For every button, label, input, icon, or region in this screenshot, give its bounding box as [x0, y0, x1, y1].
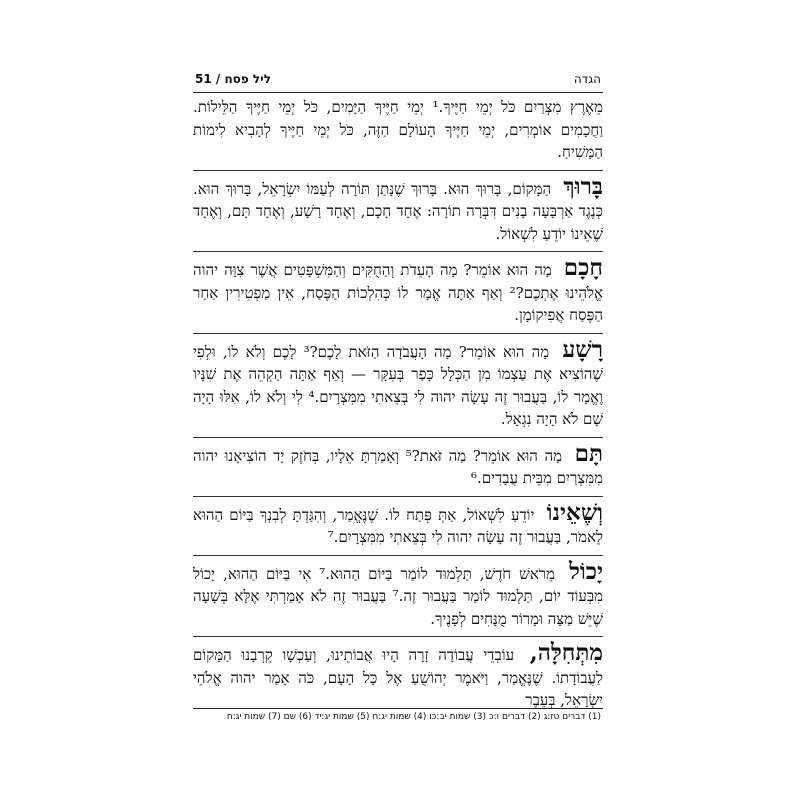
paragraph-baruch [193, 172, 603, 246]
divider [193, 555, 603, 556]
paragraph-intro [193, 96, 603, 164]
divider [193, 251, 603, 252]
paragraph-text: יוֹדֵעַ לִשְׁאוֹל, אַתְּ פְּתַח לוֹ. שֶׁנֶּאֱמַר, וְהִגַּדְתָּ לְבִנְךָ בַּיּוֹם הַהוּא לֵאמֹר, בַּעֲבוּר זֶה עָשָׂה יהוה לִי בְּצֵאתִי מִמִּצְרָיִם.⁷ [193, 505, 603, 546]
paragraph-tam [193, 439, 603, 490]
paragraph-text: עוֹבְדֵי עֲבוֹדָה זָרָה הָיוּ אֲבוֹתֵינוּ, וְעַכְשָׁו קֵרְבָנוּ הַמָּקוֹם לַעֲבוֹדָתוֹ. שֶׁנֶּאֱמַר, וַיֹּאמֶר יְהוֹשֻׁעַ אֶל כָּל הָעָם, כֹּה אָמַר יהוה אֱלֹהֵי יִשְׂרָאֵל, בְּעֵבֶר [193, 646, 603, 709]
divider [193, 333, 603, 334]
paragraph-sheeino [193, 498, 603, 549]
lead-word: יָכוֹל [569, 557, 603, 585]
paragraph-text: מֵרֹאשׁ חֹדֶשׁ, תַּלְמוּד לוֹמַר בַּיּוֹם הַהוּא.⁷ אִי בַּיּוֹם הַהוּא, יָכוֹל מִבְּעוֹד יוֹם, תַּלְמוּד לוֹמַר בַּעֲבוּר זֶה.⁷ בַּעֲבוּר זֶה לֹא אָמַרְתִּי אֶלָּא בְּשָׁעָה שֶׁיֵּשׁ מַצָּה וּמָרוֹר מֻנָּחִים לְפָנֶיךָ. [193, 564, 603, 628]
footnote-rule [193, 708, 603, 709]
footnotes: (1) דברים טז:ג (2) דברים ו:כ (3) שמות יב:כו (4) שמות יג:ח (5) שמות יג:יד (6) שם (7) שמות יג:ח [226, 712, 601, 722]
page-number: ליל פסח / 51 [195, 72, 271, 86]
paragraph-text: מֵאֶרֶץ מִצְרַיִם כֹּל יְמֵי חַיֶּיךָ.¹ יְמֵי חַיֶּיךָ הַיָּמִים, כֹּל יְמֵי חַיֶּיךָ הַלֵּילוֹת. וַחֲכָמִים אוֹמְרִים, יְמֵי חַיֶּיךָ הָעוֹלָם הַזֶּה, כֹּל יְמֵי חַיֶּיךָ לְהָבִיא לִימוֹת הַמָּשִׁיחַ. [193, 98, 604, 161]
lead-word: רָשָׁע [562, 335, 604, 363]
divider [193, 636, 603, 637]
haggadah-page [193, 60, 603, 750]
paragraph-yachol [193, 557, 603, 631]
paragraph-text: מָה הוּא אוֹמֵר? מָה הָעֲבֹדָה הַזֹּאת לָכֶם?³ לָכֶם וְלֹא לוֹ, וּלְפִי שֶׁהוֹצִיא אֶת עַצְמוֹ מִן הַכְּלָל כָּפַר בְּעִקָּר — וְאַף אַתָּה הַקְהֵה אֶת שִׁנָּיו וֶאֱמָר לוֹ, בַּעֲבוּר זֶה עָשָׂה יהוה לִי בְּצֵאתִי מִמִּצְרָיִם.⁴ לִי וְלֹא לוֹ, אִלּוּ הָיָה שָׁם לֹא הָיָה נִגְאָל. [193, 342, 603, 428]
paragraph-text: הַמָּקוֹם, בָּרוּךְ הוּא. בָּרוּךְ שֶׁנָּתַן תּוֹרָה לְעַמּוֹ יִשְׂרָאֵל, בָּרוּךְ הוּא. כְּנֶגֶד אַרְבָּעָה בָנִים דִּבְּרָה תוֹרָה: אֶחָד חָכָם, וְאֶחָד רָשָׁע, וְאֶחָד תָּם, וְאֶחָד שֶׁאֵינוֹ יוֹדֵעַ לִשְׁאוֹל. [193, 179, 603, 243]
lead-word: מִתְּחִלָּה, [529, 639, 603, 666]
divider [193, 170, 603, 171]
divider [193, 437, 603, 438]
lead-word: וְשֶׁאֵינוֹ [546, 498, 603, 526]
running-header [193, 72, 603, 90]
book-title: הגדה [573, 72, 601, 86]
lead-word: תָּם [574, 439, 603, 467]
lead-word: בָּרוּךְ [563, 172, 603, 200]
paragraph-chacham [193, 254, 603, 327]
lead-word: חָכָם [563, 254, 603, 281]
text-body [193, 96, 603, 718]
paragraph-mitchila [193, 639, 603, 712]
header-rule [193, 92, 603, 93]
paragraph-rasha [193, 335, 604, 431]
paragraph-text: מָה הוּא אוֹמֵר? מַה זֹּאת?⁵ וְאָמַרְתָּ אֵלָיו, בְּחֹזֶק יָד הוֹצִיאָנוּ יהוה מִמִּצְרַיִם מִבֵּית עֲבָדִים.⁶ [193, 446, 603, 487]
paragraph-text: מָה הוּא אוֹמֵר? מָה הָעֵדֹת וְהַחֻקִּים וְהַמִּשְׁפָּטִים אֲשֶׁר צִוָּה יהוה אֱלֹהֵינוּ אֶתְכֶם?² וְאַף אַתָּה אֱמָר לוֹ כְּהִלְכוֹת הַפֶּסַח, אֵין מַפְטִירִין אַחַר הַפֶּסַח אֲפִיקוֹמָן. [193, 261, 603, 324]
divider [193, 496, 603, 497]
